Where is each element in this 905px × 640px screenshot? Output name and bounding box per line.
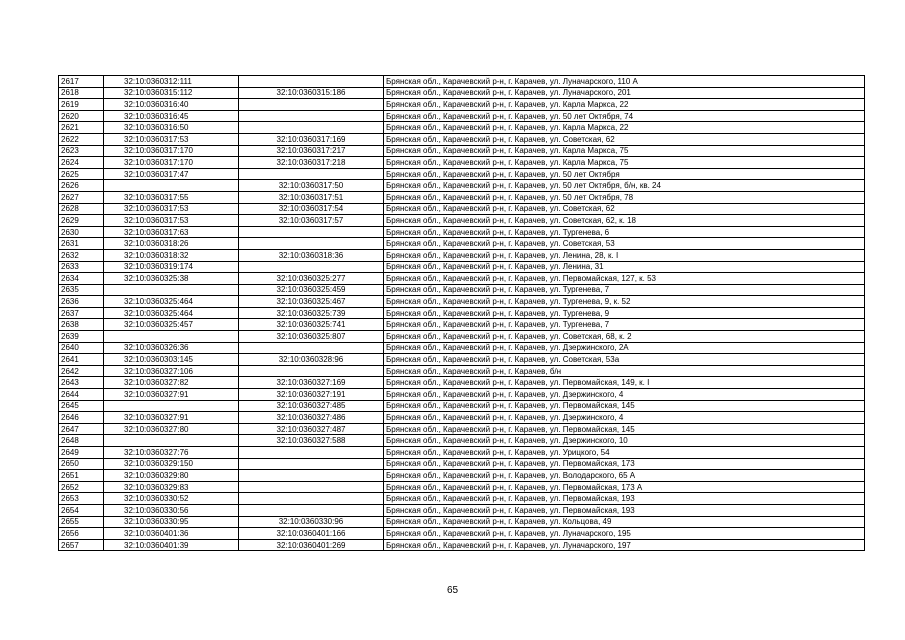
row-number-cell: 2643 bbox=[59, 377, 104, 389]
cadastral-number-cell: 32:10:0360330:95 bbox=[104, 516, 239, 528]
row-number-cell: 2638 bbox=[59, 319, 104, 331]
page-number: 65 bbox=[446, 585, 459, 596]
table-row bbox=[59, 354, 865, 366]
address-cell: Брянская обл., Карачевский р-н, г. Карачев, ул. Луначарского, 110 А bbox=[384, 76, 865, 88]
row-number-cell: 2623 bbox=[59, 145, 104, 157]
linked-cadastral-number-cell bbox=[239, 110, 384, 122]
linked-cadastral-number-cell: 32:10:0360317:57 bbox=[239, 215, 384, 227]
cadastral-number-cell: 32:10:0360317:55 bbox=[104, 191, 239, 203]
row-number-cell: 2645 bbox=[59, 400, 104, 412]
row-number-cell: 2646 bbox=[59, 412, 104, 424]
linked-cadastral-number-cell: 32:10:0360325:739 bbox=[239, 307, 384, 319]
row-number-cell: 2653 bbox=[59, 493, 104, 505]
cadastral-number-cell: 32:10:0360317:170 bbox=[104, 145, 239, 157]
row-number-cell: 2632 bbox=[59, 249, 104, 261]
linked-cadastral-number-cell: 32:10:0360315:186 bbox=[239, 87, 384, 99]
cadastral-number-cell: 32:10:0360330:52 bbox=[104, 493, 239, 505]
cadastral-number-cell bbox=[104, 435, 239, 447]
address-cell: Брянская обл., Карачевский р-н, г. Карачев, ул. Советская, 53а bbox=[384, 354, 865, 366]
address-cell: Брянская обл., Карачевский р-н, г. Карачев, ул. Луначарского, 195 bbox=[384, 528, 865, 540]
row-number-cell: 2655 bbox=[59, 516, 104, 528]
linked-cadastral-number-cell bbox=[239, 238, 384, 250]
address-cell: Брянская обл., Карачевский р-н, г. Карачев, ул. Луначарского, 197 bbox=[384, 539, 865, 551]
linked-cadastral-number-cell: 32:10:0360401:166 bbox=[239, 528, 384, 540]
address-cell: Брянская обл., Карачевский р-н, г. Карачев, ул. Карла Маркса, 75 bbox=[384, 145, 865, 157]
cadastral-number-cell: 32:10:0360317:53 bbox=[104, 133, 239, 145]
address-cell: Брянская обл., Карачевский р-н, г. Карачев, ул. Дзержинского, 10 bbox=[384, 435, 865, 447]
linked-cadastral-number-cell: 32:10:0360325:741 bbox=[239, 319, 384, 331]
table-row bbox=[59, 470, 865, 482]
address-cell: Брянская обл., Карачевский р-н, г. Карачев, ул. Первомайская, 193 bbox=[384, 493, 865, 505]
table-row bbox=[59, 76, 865, 88]
cadastral-number-cell: 32:10:0360327:82 bbox=[104, 377, 239, 389]
table-row bbox=[59, 342, 865, 354]
address-cell: Брянская обл., Карачевский р-н, г. Карачев, ул. Советская, 62 bbox=[384, 203, 865, 215]
table-row bbox=[59, 516, 865, 528]
row-number-cell: 2648 bbox=[59, 435, 104, 447]
row-number-cell: 2619 bbox=[59, 99, 104, 111]
cadastral-number-cell: 32:10:0360327:91 bbox=[104, 389, 239, 401]
table-row bbox=[59, 168, 865, 180]
address-cell: Брянская обл., Карачевский р-н, г. Карачев, ул. 50 лет Октября, 74 bbox=[384, 110, 865, 122]
table-row bbox=[59, 284, 865, 296]
linked-cadastral-number-cell: 32:10:0360317:54 bbox=[239, 203, 384, 215]
linked-cadastral-number-cell: 32:10:0360325:467 bbox=[239, 296, 384, 308]
address-cell: Брянская обл., Карачевский р-н, г. Карачев, ул. Карла Маркса, 22 bbox=[384, 99, 865, 111]
row-number-cell: 2618 bbox=[59, 87, 104, 99]
cadastral-number-cell: 32:10:0360318:32 bbox=[104, 249, 239, 261]
cadastral-number-cell: 32:10:0360318:26 bbox=[104, 238, 239, 250]
row-number-cell: 2628 bbox=[59, 203, 104, 215]
table-row bbox=[59, 238, 865, 250]
cadastral-number-cell: 32:10:0360317:53 bbox=[104, 215, 239, 227]
row-number-cell: 2625 bbox=[59, 168, 104, 180]
row-number-cell: 2651 bbox=[59, 470, 104, 482]
address-cell: Брянская обл., Карачевский р-н, г. Карачев, ул. Тургенева, 7 bbox=[384, 284, 865, 296]
table-row bbox=[59, 122, 865, 134]
linked-cadastral-number-cell: 32:10:0360317:51 bbox=[239, 191, 384, 203]
address-cell: Брянская обл., Карачевский р-н, г. Карачев, ул. Первомайская, 145 bbox=[384, 400, 865, 412]
linked-cadastral-number-cell: 32:10:0360330:96 bbox=[239, 516, 384, 528]
address-cell: Брянская обл., Карачевский р-н, г. Карачев, ул. Карла Маркса, 22 bbox=[384, 122, 865, 134]
linked-cadastral-number-cell bbox=[239, 168, 384, 180]
linked-cadastral-number-cell: 32:10:0360327:191 bbox=[239, 389, 384, 401]
linked-cadastral-number-cell bbox=[239, 99, 384, 111]
row-number-cell: 2626 bbox=[59, 180, 104, 192]
linked-cadastral-number-cell: 32:10:0360317:50 bbox=[239, 180, 384, 192]
row-number-cell: 2644 bbox=[59, 389, 104, 401]
row-number-cell: 2650 bbox=[59, 458, 104, 470]
linked-cadastral-number-cell bbox=[239, 261, 384, 273]
table-row bbox=[59, 365, 865, 377]
linked-cadastral-number-cell: 32:10:0360327:588 bbox=[239, 435, 384, 447]
table-row bbox=[59, 528, 865, 540]
address-cell: Брянская обл., Карачевский р-н, г. Карачев, ул. Первомайская, 127, к. 53 bbox=[384, 273, 865, 285]
table-row bbox=[59, 273, 865, 285]
linked-cadastral-number-cell: 32:10:0360327:487 bbox=[239, 423, 384, 435]
linked-cadastral-number-cell: 32:10:0360328:96 bbox=[239, 354, 384, 366]
row-number-cell: 2639 bbox=[59, 331, 104, 343]
cadastral-number-cell: 32:10:0360315:112 bbox=[104, 87, 239, 99]
row-number-cell: 2621 bbox=[59, 122, 104, 134]
linked-cadastral-number-cell bbox=[239, 470, 384, 482]
table-row bbox=[59, 157, 865, 169]
linked-cadastral-number-cell bbox=[239, 226, 384, 238]
row-number-cell: 2647 bbox=[59, 423, 104, 435]
cadastral-number-cell: 32:10:0360325:464 bbox=[104, 296, 239, 308]
address-cell: Брянская обл., Карачевский р-н, г. Карачев, ул. Урицкого, 54 bbox=[384, 447, 865, 459]
linked-cadastral-number-cell: 32:10:0360318:36 bbox=[239, 249, 384, 261]
linked-cadastral-number-cell: 32:10:0360325:459 bbox=[239, 284, 384, 296]
row-number-cell: 2620 bbox=[59, 110, 104, 122]
row-number-cell: 2636 bbox=[59, 296, 104, 308]
linked-cadastral-number-cell bbox=[239, 447, 384, 459]
cadastral-number-cell bbox=[104, 400, 239, 412]
table-row bbox=[59, 307, 865, 319]
linked-cadastral-number-cell: 32:10:0360327:486 bbox=[239, 412, 384, 424]
cadastral-number-cell: 32:10:0360303:145 bbox=[104, 354, 239, 366]
linked-cadastral-number-cell: 32:10:0360325:277 bbox=[239, 273, 384, 285]
cadastral-number-cell bbox=[104, 284, 239, 296]
row-number-cell: 2637 bbox=[59, 307, 104, 319]
row-number-cell: 2640 bbox=[59, 342, 104, 354]
row-number-cell: 2631 bbox=[59, 238, 104, 250]
cadastral-number-cell: 32:10:0360327:76 bbox=[104, 447, 239, 459]
table-row bbox=[59, 226, 865, 238]
address-cell: Брянская обл., Карачевский р-н, г. Карачев, ул. Советская, 62 bbox=[384, 133, 865, 145]
row-number-cell: 2627 bbox=[59, 191, 104, 203]
table-row bbox=[59, 504, 865, 516]
address-cell: Брянская обл., Карачевский р-н, г. Карачев, ул. Советская, 68, к. 2 bbox=[384, 331, 865, 343]
cadastral-number-cell: 32:10:0360317:170 bbox=[104, 157, 239, 169]
cadastral-number-cell: 32:10:0360316:50 bbox=[104, 122, 239, 134]
address-cell: Брянская обл., Карачевский р-н, г. Карачев, ул. Первомайская, 149, к. I bbox=[384, 377, 865, 389]
cadastral-number-cell: 32:10:0360312:111 bbox=[104, 76, 239, 88]
address-cell: Брянская обл., Карачевский р-н, г. Карачев, ул. Дзержинского, 4 bbox=[384, 389, 865, 401]
linked-cadastral-number-cell bbox=[239, 122, 384, 134]
cadastral-number-cell bbox=[104, 331, 239, 343]
cadastral-number-cell: 32:10:0360327:80 bbox=[104, 423, 239, 435]
row-number-cell: 2641 bbox=[59, 354, 104, 366]
table-row bbox=[59, 180, 865, 192]
linked-cadastral-number-cell: 32:10:0360327:169 bbox=[239, 377, 384, 389]
address-cell: Брянская обл., Карачевский р-н, г. Карачев, б/н bbox=[384, 365, 865, 377]
cadastral-number-cell: 32:10:0360327:91 bbox=[104, 412, 239, 424]
table-row bbox=[59, 145, 865, 157]
address-cell: Брянская обл., Карачевский р-н, г. Карачев, ул. Тургенева, 7 bbox=[384, 319, 865, 331]
cadastral-number-cell: 32:10:0360325:457 bbox=[104, 319, 239, 331]
linked-cadastral-number-cell bbox=[239, 493, 384, 505]
linked-cadastral-number-cell bbox=[239, 365, 384, 377]
table-row bbox=[59, 481, 865, 493]
address-cell: Брянская обл., Карачевский р-н, г. Карачев, ул. 50 лет Октября bbox=[384, 168, 865, 180]
linked-cadastral-number-cell: 32:10:0360325:807 bbox=[239, 331, 384, 343]
table-row bbox=[59, 203, 865, 215]
row-number-cell: 2635 bbox=[59, 284, 104, 296]
address-cell: Брянская обл., Карачевский р-н, г. Карачев, ул. Кольцова, 49 bbox=[384, 516, 865, 528]
address-cell: Брянская обл., Карачевский р-н, г. Карачев, ул. Первомайская, 193 bbox=[384, 504, 865, 516]
address-cell: Брянская обл., Карачевский р-н, г. Карачев, ул. Тургенева, 9, к. 52 bbox=[384, 296, 865, 308]
row-number-cell: 2657 bbox=[59, 539, 104, 551]
table-row bbox=[59, 215, 865, 227]
address-cell: Брянская обл., Карачевский р-н, г. Карачев, ул. 50 лет Октября, б/н, кв. 24 bbox=[384, 180, 865, 192]
table-row bbox=[59, 539, 865, 551]
table-body bbox=[59, 76, 865, 551]
linked-cadastral-number-cell bbox=[239, 76, 384, 88]
table-row bbox=[59, 331, 865, 343]
table-row bbox=[59, 319, 865, 331]
cadastral-number-cell: 32:10:0360327:106 bbox=[104, 365, 239, 377]
address-cell: Брянская обл., Карачевский р-н, г. Карачев, ул. Тургенева, 9 bbox=[384, 307, 865, 319]
linked-cadastral-number-cell: 32:10:0360317:169 bbox=[239, 133, 384, 145]
table-row bbox=[59, 296, 865, 308]
cadastral-number-cell: 32:10:0360317:63 bbox=[104, 226, 239, 238]
cadastral-number-cell: 32:10:0360401:39 bbox=[104, 539, 239, 551]
cadastral-number-cell: 32:10:0360317:47 bbox=[104, 168, 239, 180]
linked-cadastral-number-cell bbox=[239, 481, 384, 493]
cadastral-number-cell: 32:10:0360326:36 bbox=[104, 342, 239, 354]
table-row bbox=[59, 412, 865, 424]
row-number-cell: 2642 bbox=[59, 365, 104, 377]
row-number-cell: 2634 bbox=[59, 273, 104, 285]
cadastral-number-cell: 32:10:0360316:45 bbox=[104, 110, 239, 122]
address-cell: Брянская обл., Карачевский р-н, г. Карачев, ул. Первомайская, 173 bbox=[384, 458, 865, 470]
table-row bbox=[59, 87, 865, 99]
address-cell: Брянская обл., Карачевский р-н, г. Карачев, ул. Ленина, 31 bbox=[384, 261, 865, 273]
address-cell: Брянская обл., Карачевский р-н, г. Карачев, ул. Советская, 62, к. 18 bbox=[384, 215, 865, 227]
table-row bbox=[59, 249, 865, 261]
address-cell: Брянская обл., Карачевский р-н, г. Карачев, ул. Луначарского, 201 bbox=[384, 87, 865, 99]
address-cell: Брянская обл., Карачевский р-н, г. Карачев, ул. Первомайская, 173 А bbox=[384, 481, 865, 493]
cadastral-number-cell: 32:10:0360319:174 bbox=[104, 261, 239, 273]
row-number-cell: 2652 bbox=[59, 481, 104, 493]
linked-cadastral-number-cell: 32:10:0360327:485 bbox=[239, 400, 384, 412]
table-row bbox=[59, 389, 865, 401]
linked-cadastral-number-cell bbox=[239, 504, 384, 516]
cadastral-number-cell: 32:10:0360329:150 bbox=[104, 458, 239, 470]
address-cell: Брянская обл., Карачевский р-н, г. Карачев, ул. Дзержинского, 4 bbox=[384, 412, 865, 424]
address-cell: Брянская обл., Карачевский р-н, г. Карачев, ул. Володарского, 65 А bbox=[384, 470, 865, 482]
address-cell: Брянская обл., Карачевский р-н, г. Карачев, ул. Ленина, 28, к. I bbox=[384, 249, 865, 261]
row-number-cell: 2656 bbox=[59, 528, 104, 540]
registry-table bbox=[58, 75, 865, 551]
table-row bbox=[59, 377, 865, 389]
linked-cadastral-number-cell: 32:10:0360317:218 bbox=[239, 157, 384, 169]
linked-cadastral-number-cell bbox=[239, 458, 384, 470]
table-row bbox=[59, 423, 865, 435]
address-cell: Брянская обл., Карачевский р-н, г. Карачев, ул. Советская, 53 bbox=[384, 238, 865, 250]
row-number-cell: 2617 bbox=[59, 76, 104, 88]
address-cell: Брянская обл., Карачевский р-н, г. Карачев, ул. Тургенева, 6 bbox=[384, 226, 865, 238]
row-number-cell: 2654 bbox=[59, 504, 104, 516]
linked-cadastral-number-cell: 32:10:0360317:217 bbox=[239, 145, 384, 157]
table-row bbox=[59, 435, 865, 447]
table-row bbox=[59, 133, 865, 145]
row-number-cell: 2630 bbox=[59, 226, 104, 238]
linked-cadastral-number-cell: 32:10:0360401:269 bbox=[239, 539, 384, 551]
table-row bbox=[59, 400, 865, 412]
address-cell: Брянская обл., Карачевский р-н, г. Карачев, ул. Дзержинского, 2А bbox=[384, 342, 865, 354]
cadastral-number-cell: 32:10:0360325:464 bbox=[104, 307, 239, 319]
cadastral-number-cell: 32:10:0360325:38 bbox=[104, 273, 239, 285]
table-row bbox=[59, 261, 865, 273]
cadastral-number-cell: 32:10:0360316:40 bbox=[104, 99, 239, 111]
table-row bbox=[59, 458, 865, 470]
address-cell: Брянская обл., Карачевский р-н, г. Карачев, ул. Карла Маркса, 75 bbox=[384, 157, 865, 169]
row-number-cell: 2629 bbox=[59, 215, 104, 227]
address-cell: Брянская обл., Карачевский р-н, г. Карачев, ул. 50 лет Октября, 78 bbox=[384, 191, 865, 203]
row-number-cell: 2622 bbox=[59, 133, 104, 145]
table-row bbox=[59, 191, 865, 203]
table-row bbox=[59, 110, 865, 122]
cadastral-number-cell: 32:10:0360401:36 bbox=[104, 528, 239, 540]
cadastral-number-cell: 32:10:0360329:80 bbox=[104, 470, 239, 482]
table-row bbox=[59, 99, 865, 111]
table-row bbox=[59, 493, 865, 505]
cadastral-number-cell bbox=[104, 180, 239, 192]
linked-cadastral-number-cell bbox=[239, 342, 384, 354]
cadastral-number-cell: 32:10:0360330:56 bbox=[104, 504, 239, 516]
cadastral-number-cell: 32:10:0360329:83 bbox=[104, 481, 239, 493]
cadastral-number-cell: 32:10:0360317:53 bbox=[104, 203, 239, 215]
row-number-cell: 2624 bbox=[59, 157, 104, 169]
address-cell: Брянская обл., Карачевский р-н, г. Карачев, ул. Первомайская, 145 bbox=[384, 423, 865, 435]
row-number-cell: 2633 bbox=[59, 261, 104, 273]
table-row bbox=[59, 447, 865, 459]
row-number-cell: 2649 bbox=[59, 447, 104, 459]
